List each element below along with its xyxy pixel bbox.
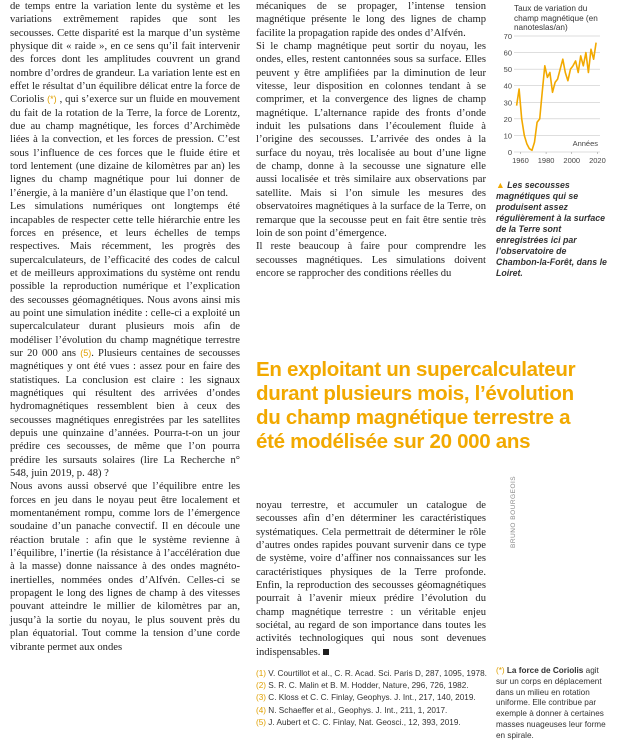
chart-title: Taux de variation du champ magnétique (en nanoteslas/an) xyxy=(514,4,598,33)
reference-text: S. R. C. Malin et B. M. Hodder, Nature, 296, 726, 1982. xyxy=(268,681,469,691)
end-of-article-mark xyxy=(323,649,329,655)
chart-caption xyxy=(496,180,608,279)
article-column-1 xyxy=(10,0,240,654)
article-column-2-continued xyxy=(256,499,486,659)
text-run: , qui s’exerce sur un fluide en mouvement du fait de la rotation de la Terre, la force de Lorentz, due au champ magnétique, les forces d’Archimède liées à la convection, et les forces de pression. C’est sous l’influence de ces forces que le fluide étire et tord lentement (une dizaine de kilomètres par an) les lignes du champ magnétique pour lui donner de l’énergie, à la manière d’un élastique que l’on tend. xyxy=(10,94,241,199)
references-list xyxy=(256,668,491,729)
reference-marker: (5) xyxy=(80,347,92,358)
reference-item xyxy=(256,668,491,680)
y-tick-label: 30 xyxy=(503,98,512,108)
x-tick-label: 2020 xyxy=(589,156,606,165)
paragraph: Nous avons aussi observé que l’équilibre entre les forces en jeu dans le noyau peut être localement et momentanément rompu, comme lors de l’émergence soudaine d’un panache convectif. Il en découle une réaction brutale : afin que le système revienne à l’équilibre, l’inertie (la résistance à l’accélération due à la masse) donne naissance à des ondes magnéto-inertielles, nommées ondes d’Alfvén. Celles-ci se propagent le long des lignes de champ à des vitesses pouvant atteindre le millier de kilomètres par an, jusqu’à la sortie du noyau, le plus souvent près du plan équatorial. Tout comme la tension d’une corde vibrante permet aux ondes xyxy=(10,481,240,653)
reference-text: N. Schaeffer et al., Geophys. J. Int., 211, 1, 2017. xyxy=(268,705,448,715)
y-tick-label: 60 xyxy=(503,48,512,58)
paragraph xyxy=(10,0,240,200)
paragraph xyxy=(10,200,240,480)
paragraph: mécaniques de se propager, l’intense tension magnétique présente le long des lignes de champ facilite la propagation rapide des ondes d’Alfvén. xyxy=(256,1,486,39)
reference-number: (5) xyxy=(256,717,267,727)
y-tick-label: 10 xyxy=(503,131,512,141)
photo-credit: BRUNO BOURGEOIS xyxy=(510,475,517,548)
coriolis-note xyxy=(496,666,610,742)
x-tick-label: 2000 xyxy=(563,156,581,165)
x-tick-label: 1960 xyxy=(512,156,529,165)
reference-text: V. Courtillot et al., C. R. Acad. Sci. Paris D, 287, 1095, 1978. xyxy=(268,669,487,678)
paragraph: noyau terrestre, et accumuler un catalogue de secousses afin d’en déterminer les caractéristiques systématiques. Cela permettrait de déterminer le rôle d’autres ondes rapides pouvant survenir dans ce type de système, voire d’affiner nos connaissances sur les caractéristiques physiques de la Terre profonde. Enfin, la reproduction des secousses géomagnétiques pourrait à l’avenir mieux prédire l’évolution du champ magnétique terrestre : un véritable enjeu sociétal, au regard de son importance dans toutes les activités technologiques qui nous sont devenues indispensables. xyxy=(256,500,486,658)
paragraph: Il reste beaucoup à faire pour comprendre les secousses magnétiques. Les simulations doivent encore se rapprocher des conditions réelles du xyxy=(256,241,486,279)
x-tick-label: 1980 xyxy=(537,156,555,165)
reference-item xyxy=(256,705,491,717)
reference-item xyxy=(256,692,491,704)
text-run: . Plusieurs centaines de secousses magnétiques y ont été vues : assez pour en faire des statistiques. La conclusion est claire : les signaux magnétiques qui résultent des arrivées d’ondes hydromagnétiques ressemblent bien à ceux des secousses magnétiques enregistrées par les satellites depuis une quinzaine d’années. Pourra-t-on un jour prédire ces secousses, de même que l’on pourra prédire les sursauts solaires (lire La Recherche n° 548, juin 2019, p. 48) ? xyxy=(10,347,240,480)
y-tick-label: 70 xyxy=(503,32,512,41)
magnetic-field-chart xyxy=(500,0,612,170)
y-tick-label: 0 xyxy=(507,148,512,157)
reference-number: (3) xyxy=(256,693,267,703)
reference-number: (1) xyxy=(256,669,267,678)
reference-item xyxy=(256,717,491,729)
reference-number: (2) xyxy=(256,681,267,691)
text-run: de temps entre la variation lente du système et les variations extrêmement rapides que sont les secousses. Cette disparité est la marque d’un système physique dit « raide », en ce sens qu’il fait intervenir des forces dont les amplitudes couvrent un grand nombre d’ordres de grandeur. La variation lente est en effet le résultat d’un équilibre délicat entre la force de Coriolis xyxy=(10,1,240,106)
note-text: agit sur un corps en déplacement dans un milieu en rotation uniforme. Elle contribue par exemple à donner à certaines masses nuageuses leur forme en spirale. xyxy=(496,666,606,740)
article-column-2 xyxy=(256,0,486,280)
pull-quote: En exploitant un supercalculateur durant plusieurs mois, l’évolution du champ magnétique terrestre a été modélisée sur 20 000 ans xyxy=(256,358,576,453)
note-heading: La force de Coriolis xyxy=(506,666,584,675)
reference-number: (4) xyxy=(256,705,267,715)
y-tick-label: 50 xyxy=(503,65,512,75)
reference-text: C. Kloss et C. C. Finlay, Geophys. J. Int., 217, 140, 2019. xyxy=(268,693,476,703)
note-marker: (*) xyxy=(496,666,505,675)
caption-text: Les secousses magnétiques qui se produisent assez régulièrement à la surface de la Terre sont enregistrées ici par l’observatoire de Chambon-la-Forêt, dans le Loiret. xyxy=(496,180,607,278)
data-series-line xyxy=(517,43,597,151)
text-run: Les simulations numériques ont longtemps été incapables de respecter cette telle hiérarchie entre les forces en présence, et leurs échelles de temps respectives. Mais récemment, les progrès des supercalculateurs, de l’efficacité des codes de calcul et de meilleurs approximations du système ont rendu possible la reproduction numérique et l’explication des secousses géomagnétiques. Nous avons ainsi mis au point une simulation inédite : celle-ci a exploité un supercalculateur durant plusieurs mois afin de modéliser l’évolution du champ magnétique terrestre sur 20 000 ans xyxy=(10,201,240,359)
reference-item xyxy=(256,680,491,692)
paragraph: Si le champ magnétique peut sortir du noyau, les ondes, elles, restent cantonnées sous sa surface. Elles peuvent y être amplifiées par la diminution de leur vitesse, leur disposition en colonnes tendant à se comprimer, et la convergence des lignes de champ magnétique. L’alternance rapide des fronts d’onde induit les pulsations dans l’écoulement fluide à l’origine des secousses. L’arrivée des ondes à la surface du noyau, très localisée au bout d’une ligne de champ, donne à la secousse une signature elle aussi localisée et très similaire aux observations par satellite. Mais si l’on simule les mesures des observatoires magnétiques à la surface de la Terre, on remarque que la secousse peut en fait être sentie très loin de son point d’émergence. xyxy=(256,41,486,239)
reference-text: J. Aubert et C. C. Finlay, Nat. Geosci., 12, 393, 2019. xyxy=(268,717,461,727)
y-tick-label: 40 xyxy=(503,81,512,91)
x-axis-label: Années xyxy=(572,139,598,148)
y-tick-label: 20 xyxy=(503,114,512,124)
triangle-icon: ▲ xyxy=(496,180,505,190)
footnote-marker: (*) xyxy=(47,94,57,105)
